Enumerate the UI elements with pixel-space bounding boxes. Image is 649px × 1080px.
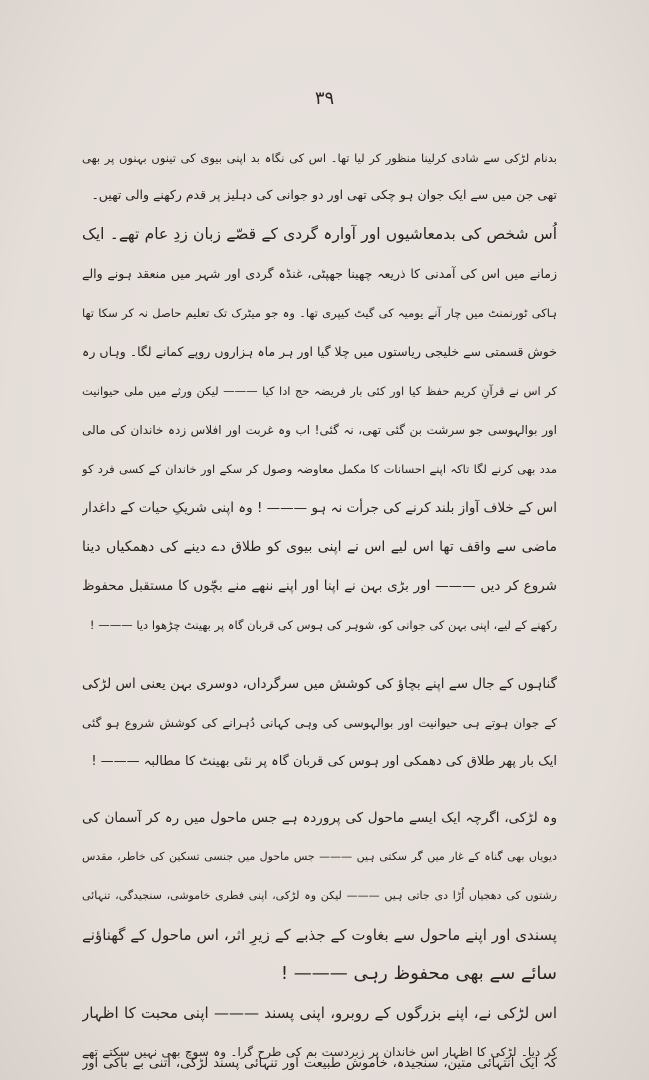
text-line: ہاکی ٹورنمنٹ میں چار آنے یومیہ کی گیٹ کیپری تھا۔ وہ جو میٹرک تک تعلیم حاصل نہ کر سکا تھا	[82, 306, 557, 320]
text-line: رشتوں کی دھجیاں اُڑا دی جاتی ہیں ——— لیکن وہ لڑکی، اپنی فطری خاموشی، سنجیدگی، تنہائی	[82, 889, 557, 902]
text-line: پسندی اور اپنے ماحول سے بغاوت کے جذبے کے زیرِ اثر، اس ماحول کے گھناؤنے	[82, 926, 557, 944]
text-line: مدد بھی کرنے لگا تاکہ اپنے احسانات کا مکمل معاوضہ وصول کر سکے اور خاندان کے کسی فرد کو	[82, 462, 557, 476]
text-line: اور بوالہوسی جو سرشت بن گئی تھی، نہ گئی! اب وہ غربت اور افلاس زدہ خاندان کی مالی	[82, 423, 557, 437]
text-line: خوش قسمتی سے خلیجی ریاستوں میں چلا گیا اور ہر ماہ ہزاروں روپے کمانے لگا۔ وہاں رہ	[82, 344, 557, 359]
text-line: زمانے میں اس کی آمدنی کا ذریعہ چھینا جھپٹی، غنڈہ گردی اور شہر میں منعقد ہونے والے	[82, 266, 557, 281]
text-line: تھی جن میں سے ایک جوان ہو چکی تھی اور دو جوانی کی دہلیز پر قدم رکھنے والی تھیں۔	[91, 187, 557, 202]
text-line: کر اس نے قرآنِ کریم حفظ کیا اور کئی بار فریضہ حج ادا کیا ——— لیکن ورثے میں ملی حیوانیت	[82, 384, 557, 398]
text-line: وہ لڑکی، اگرچہ ایک ایسے ماحول کی پروردہ ہے جس ماحول میں رہ کر آسمان کی	[82, 810, 557, 826]
text-line: دیویاں بھی گناہ کے غار میں گر سکتی ہیں ——— جس ماحول میں جنسی تسکین کی خاطر، مقدس	[82, 850, 557, 863]
text-line: کہ ایک انتہائی متین، سنجیدہ، خاموش طبیعت اور تنہائی پسند لڑکی، اتنی بے باکی اور	[82, 1056, 557, 1071]
text-line: کے جوان ہوتے ہی حیوانیت اور بوالہوسی کی وہی کہانی دُہرانے کی کوشش شروع ہو گئی	[82, 716, 557, 730]
text-line: شروع کر دیں ——— اور بڑی بہن نے اپنا اور اپنے ننھے منے بچّوں کا مستقبل محفوظ	[82, 578, 557, 594]
text-line: اس لڑکی نے، اپنے بزرگوں کے روبرو، اپنی پسند ——— اپنی محبت کا اظہار	[82, 1004, 557, 1022]
text-line: سائے سے بھی محفوظ رہی ——— !	[280, 963, 557, 984]
text-line: بدنام لڑکی سے شادی کرلینا منظور کر لیا تھا۔ اس کی نگاہ بد اپنی بیوی کی تینوں بہنوں پر بھی	[82, 151, 557, 165]
text-line: رکھنے کے لیے، اپنی بہن کی جوانی کو، شوہر کی ہوس کی قربان گاہ پر بھینٹ چڑھوا دیا ——— !	[89, 618, 557, 632]
text-line: گناہوں کے جال سے اپنے بچاؤ کی کوشش میں سرگرداں، دوسری بہن یعنی اس لڑکی	[82, 676, 557, 692]
text-line: اس کے خلاف آواز بلند کرنے کی جرأت نہ ہو ——— ! وہ اپنی شریکِ حیات کے داغدار	[82, 500, 557, 516]
text-line: ماضی سے واقف تھا اس لیے اس نے اپنی بیوی کو طلاق دے دینے کی دھمکیاں دینا	[82, 539, 557, 555]
text-line: اُس شخص کی بدمعاشیوں اور آوارہ گردی کے قصّے زبان زدِ عام تھے۔ ایک	[82, 225, 557, 243]
text-line: کر دیا۔ لڑکی کا اظہار اس خاندان پر زبردست بم کی طرح گرا۔ وہ سوچ بھی نہیں سکتے تھے	[82, 1045, 557, 1059]
text-line: ایک بار پھر طلاق کی دھمکی اور ہوس کی قربان گاہ پر نئی بھینٹ کا مطالبہ ——— !	[91, 754, 557, 769]
page-number: ٣٩	[314, 88, 335, 109]
